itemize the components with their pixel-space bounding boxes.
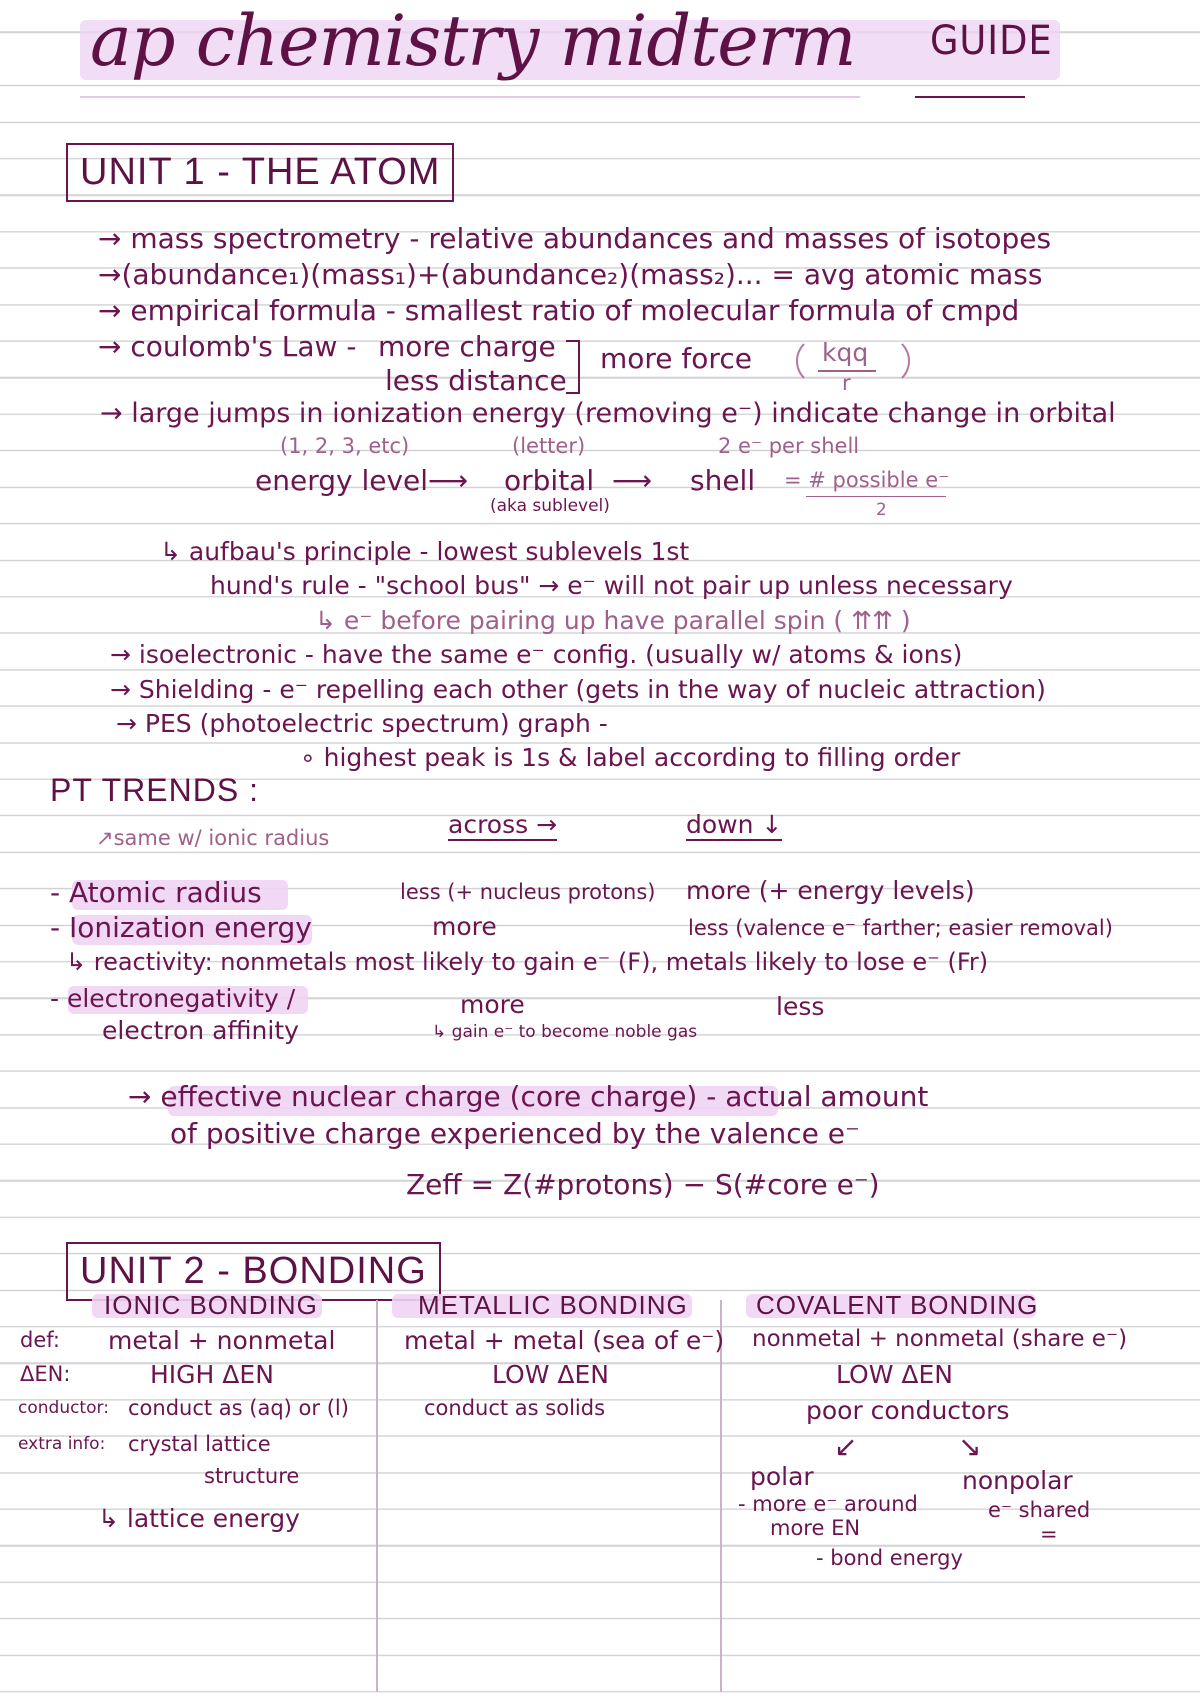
- polar-detail-2: more EN: [770, 1516, 861, 1540]
- trend-ionization-down: less (valence e⁻ farther; easier removal): [688, 916, 1113, 940]
- ionic-def: metal + nonmetal: [108, 1326, 336, 1355]
- row-label-extra: extra info:: [18, 1434, 106, 1454]
- orbital-aka-sublevel: (aka sublevel): [490, 496, 610, 516]
- coulomb-bracket: [566, 340, 580, 394]
- label-shell: shell: [690, 464, 756, 497]
- zeff-formula: Zeff = Z(#protons) − S(#core e⁻): [406, 1168, 880, 1201]
- ionic-bonding-title: IONIC BONDING: [104, 1290, 318, 1320]
- unit2-heading: UNIT 2 - BONDING: [66, 1242, 441, 1301]
- trend-atomic-radius-down: more (+ energy levels): [686, 876, 975, 905]
- trend-atomic-radius-across: less (+ nucleus protons): [400, 880, 656, 904]
- metallic-def: metal + metal (sea of e⁻): [404, 1326, 725, 1355]
- covalent-conductor: poor conductors: [806, 1396, 1010, 1425]
- coulomb-formula-den: r: [842, 371, 851, 395]
- metallic-bonding-title: METALLIC BONDING: [418, 1290, 688, 1320]
- unit1-line-aufbau: ↳ aufbau's principle - lowest sublevels 1st: [160, 537, 690, 566]
- ionic-conductor: conduct as (aq) or (l): [128, 1396, 349, 1420]
- label-energy-level: energy level: [255, 464, 429, 497]
- unit1-line-avg-atomic-mass: →(abundance₁)(mass₁)+(abundance₂)(mass₂)... = avg atomic mass: [98, 258, 1043, 291]
- coulomb-less-distance: less distance: [385, 364, 567, 397]
- row-label-den: ΔEN:: [20, 1362, 71, 1386]
- trend-atomic-radius-label: - Atomic radius: [50, 876, 262, 909]
- covalent-def: nonmetal + nonmetal (share e⁻): [752, 1326, 1128, 1352]
- label-orbital: orbital: [504, 464, 595, 497]
- shell-possible-electrons: = # possible e⁻: [784, 468, 950, 492]
- arrow-to-nonpolar: ↘: [958, 1430, 982, 1463]
- ionic-extra-2: structure: [204, 1464, 300, 1488]
- trend-ionization-across: more: [432, 912, 497, 941]
- coulomb-formula-paren: [796, 336, 910, 386]
- nonpolar-detail-2: =: [1040, 1522, 1058, 1546]
- metallic-conductor: conduct as solids: [424, 1396, 606, 1420]
- trends-ionic-radius-note: ↗same w/ ionic radius: [96, 826, 330, 850]
- title-underline-left: [80, 96, 860, 98]
- covalent-den: LOW ΔEN: [836, 1360, 953, 1389]
- page-title: ap chemistry midterm: [90, 0, 856, 82]
- nonpolar-label: nonpolar: [962, 1466, 1073, 1495]
- trends-col-across: across →: [448, 810, 558, 839]
- row-label-conductor: conductor:: [18, 1398, 109, 1418]
- unit1-line-ionization-jumps: → large jumps in ionization energy (removing e⁻) indicate change in orbital: [100, 398, 1116, 429]
- polar-detail-3: - bond energy: [816, 1546, 963, 1570]
- column-divider-1: [376, 1300, 378, 1692]
- trend-electron-affinity-label: electron affinity: [102, 1016, 299, 1045]
- coulomb-more-charge: more charge: [378, 330, 556, 363]
- unit1-line-hunds-rule: hund's rule - "school bus" → e⁻ will not pair up unless necessary: [210, 571, 1013, 600]
- covalent-bonding-title: COVALENT BONDING: [756, 1290, 1039, 1320]
- ionic-extra-3: ↳ lattice energy: [98, 1504, 300, 1533]
- coulomb-formula-num: kqq: [822, 338, 869, 367]
- trends-col-down: down ↓: [686, 810, 783, 839]
- column-divider-2: [720, 1300, 722, 1692]
- unit1-line-isoelectronic: → isoelectronic - have the same e⁻ config. (usually w/ atoms & ions): [110, 640, 963, 669]
- arrow-to-polar: ↙: [834, 1430, 858, 1463]
- shell-fraction-bar: [806, 496, 946, 497]
- metallic-den: LOW ΔEN: [492, 1360, 609, 1389]
- title-underline-right: [915, 96, 1025, 98]
- trends-heading: PT TRENDS :: [50, 772, 259, 808]
- unit1-line-empirical-formula: → empirical formula - smallest ratio of molecular formula of cmpd: [98, 294, 1020, 327]
- shell-fraction-denominator: 2: [876, 500, 887, 520]
- unit1-line-coulombs-law: → coulomb's Law -: [98, 330, 357, 363]
- row-label-def: def:: [20, 1328, 60, 1352]
- unit1-line-highest-peak: ∘ highest peak is 1s & label according to filling order: [300, 743, 961, 772]
- unit1-heading: UNIT 1 - THE ATOM: [66, 143, 454, 202]
- polar-label: polar: [750, 1462, 814, 1491]
- ionic-extra-1: crystal lattice: [128, 1432, 271, 1456]
- trend-electronegativity-down: less: [776, 992, 825, 1021]
- unit1-line-pes: → PES (photoelectric spectrum) graph -: [116, 709, 608, 738]
- arrow-energy-to-orbital: ⟶: [428, 464, 469, 497]
- zeff-line-2: of positive charge experienced by the valence e⁻: [170, 1117, 860, 1150]
- nonpolar-detail-1: e⁻ shared: [988, 1498, 1091, 1522]
- ionic-den: HIGH ΔEN: [150, 1360, 274, 1389]
- title-guide: GUIDE: [930, 18, 1053, 64]
- unit1-line-shielding: → Shielding - e⁻ repelling each other (gets in the way of nucleic attraction): [110, 675, 1046, 704]
- zeff-line-1: → effective nuclear charge (core charge) - actual amount: [128, 1080, 929, 1113]
- note-orbital-letter: (letter): [512, 434, 586, 458]
- coulomb-more-force: more force: [600, 342, 752, 375]
- polar-detail-1: - more e⁻ around: [738, 1492, 918, 1516]
- unit1-line-mass-spectrometry: → mass spectrometry - relative abundances and masses of isotopes: [98, 222, 1052, 255]
- note-shell-electrons: 2 e⁻ per shell: [718, 434, 860, 458]
- arrow-orbital-to-shell: ⟶: [612, 464, 653, 497]
- note-energy-level-numbers: (1, 2, 3, etc): [280, 434, 410, 458]
- trend-electronegativity-across: more: [460, 990, 525, 1019]
- trend-reactivity: ↳ reactivity: nonmetals most likely to gain e⁻ (F), metals likely to lose e⁻ (Fr): [66, 948, 989, 976]
- unit1-line-parallel-spin: ↳ e⁻ before pairing up have parallel spin ( ⇈⇈ ): [315, 606, 911, 635]
- trend-ionization-label: - Ionization energy: [50, 911, 312, 944]
- trend-electronegativity-label: - electronegativity /: [50, 984, 296, 1013]
- trend-electronegativity-note: ↳ gain e⁻ to become noble gas: [432, 1022, 698, 1042]
